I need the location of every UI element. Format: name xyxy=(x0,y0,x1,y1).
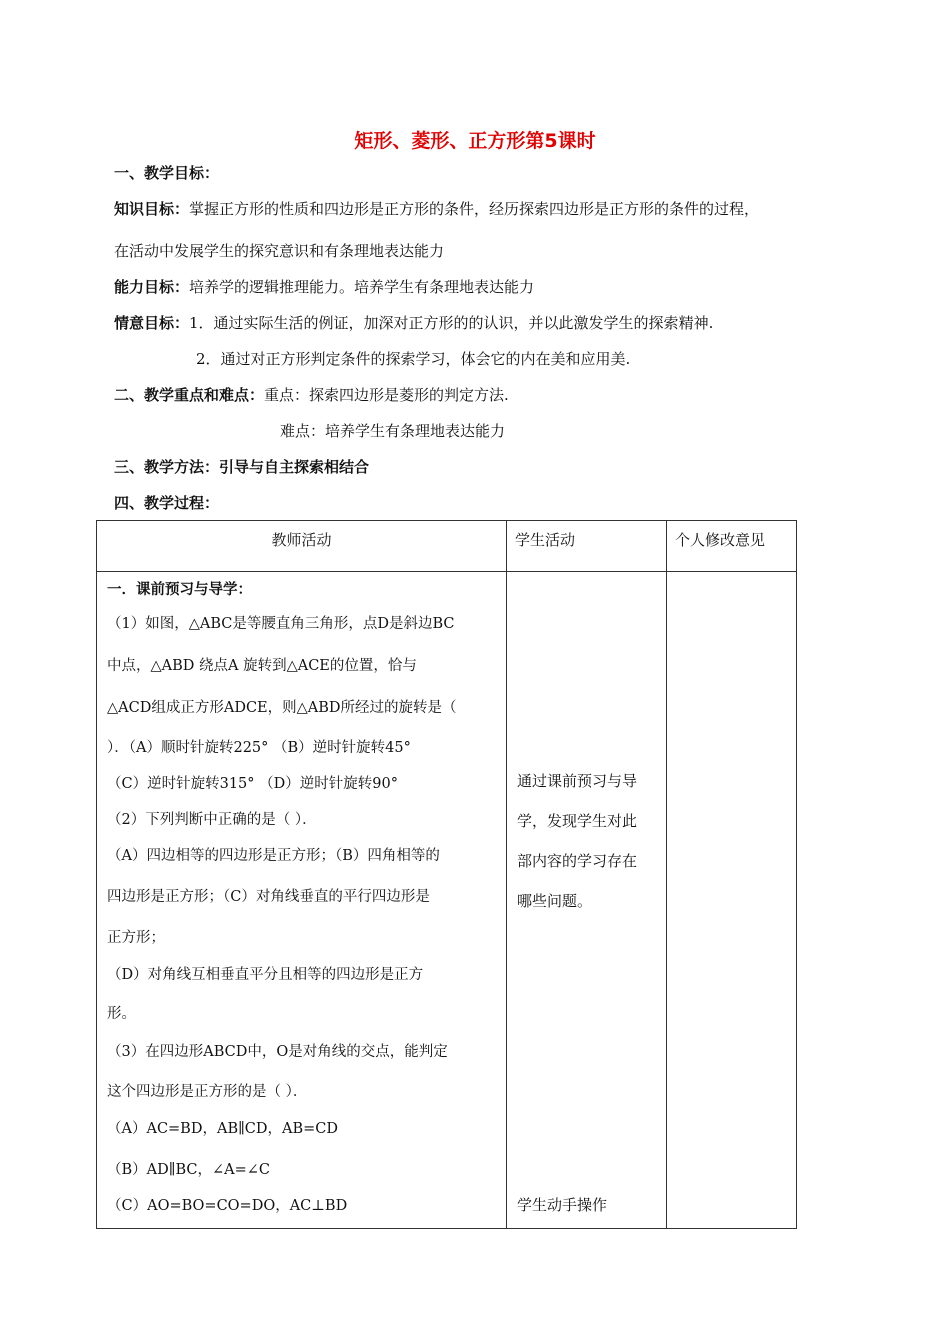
teacher-line: （3）在四边形ABCD中，O是对角线的交点，能判定 xyxy=(107,1044,448,1060)
ability-goal xyxy=(114,277,534,297)
header-teacher-activity: 教师活动 xyxy=(97,521,507,572)
emotion-goal xyxy=(114,313,713,333)
student-line: 部内容的学习存在 xyxy=(517,852,638,870)
teaching-process-table xyxy=(96,520,797,1229)
teacher-line: △ACD组成正方形ADCE，则△ABD所经过的旋转是（ xyxy=(107,700,457,716)
table-header-row xyxy=(97,521,797,572)
teacher-activity-cell xyxy=(97,572,507,1229)
knowledge-goal-text-2: 在活动中发展学生的探究意识和有条理地表达能力 xyxy=(114,242,445,260)
teacher-line: 正方形； xyxy=(107,930,165,946)
student-line: 哪些问题。 xyxy=(517,892,593,910)
knowledge-goal-text-1: 掌握正方形的性质和四边形是正方形的条件，经历探索四边形是正方形的条件的过程， xyxy=(189,200,760,218)
header-student-activity: 学生活动 xyxy=(507,521,667,572)
ability-goal-label: 能力目标： xyxy=(114,278,190,296)
section-1-heading: 一、教学目标： xyxy=(114,164,220,182)
section-4-heading: 四、教学过程： xyxy=(114,494,220,512)
emotion-goal-text-2: 2．通过对正方形判定条件的探索学习，体会它的内在美和应用美. xyxy=(196,350,631,368)
section-2-key-point: 重点：探索四边形是菱形的判定方法. xyxy=(264,386,509,404)
teacher-line: 这个四边形是正方形的是（ ）． xyxy=(107,1084,308,1100)
teacher-line: （A）AC=BD，AB∥CD，AB=CD xyxy=(107,1121,339,1137)
teacher-line: 四边形是正方形；（C）对角线垂直的平行四边形是 xyxy=(107,889,430,905)
teacher-line: 形。 xyxy=(107,1006,136,1022)
teacher-line: 一．课前预习与导学： xyxy=(107,582,252,598)
emotion-goal-label: 情意目标： xyxy=(114,314,190,332)
student-line: 通过课前预习与导 xyxy=(517,772,638,790)
teacher-line: （C）逆时针旋转315° （D）逆时针旋转90° xyxy=(107,776,398,792)
section-2-difficult-point: 难点：培养学生有条理地表达能力 xyxy=(280,422,506,440)
teacher-line: （C）AO=BO=CO=DO，AC⊥BD xyxy=(107,1198,348,1214)
ability-goal-text: 培养学的逻辑推理能力。培养学生有条理地表达能力 xyxy=(189,278,535,296)
student-operation: 学生动手操作 xyxy=(517,1196,608,1214)
teacher-line: （A）四边相等的四边形是正方形；（B）四角相等的 xyxy=(107,848,440,864)
page-title: 矩形、菱形、正方形第5课时 xyxy=(354,130,596,152)
teacher-line: ）．（A）顺时针旋转225° （B）逆时针旋转45° xyxy=(107,740,411,756)
section-2 xyxy=(114,385,509,405)
teacher-line: （B）AD∥BC，∠A=∠C xyxy=(107,1162,270,1178)
teacher-line: （1）如图，△ABC是等腰直角三角形，点D是斜边BC xyxy=(107,616,455,632)
emotion-goal-text-1: 1．通过实际生活的例证，加深对正方形的的认识，并以此激发学生的探索精神. xyxy=(189,314,714,332)
knowledge-goal-label: 知识目标： xyxy=(114,200,190,218)
teacher-line: （D）对角线互相垂直平分且相等的四边形是正方 xyxy=(107,967,424,983)
header-revision-notes: 个人修改意见 xyxy=(667,521,797,572)
knowledge-goal xyxy=(114,199,759,219)
student-line: 学，发现学生对此 xyxy=(517,812,638,830)
revision-notes-cell xyxy=(667,572,797,1229)
section-2-heading: 二、教学重点和难点： xyxy=(114,386,265,404)
table-row xyxy=(97,572,797,1229)
teacher-line: （2）下列判断中正确的是（ ）． xyxy=(107,812,317,828)
student-activity-cell xyxy=(507,572,667,1229)
teacher-line: 中点，△ABD 绕点A 旋转到△ACE的位置，恰与 xyxy=(107,658,417,674)
section-3-heading: 三、教学方法：引导与自主探索相结合 xyxy=(114,458,370,476)
